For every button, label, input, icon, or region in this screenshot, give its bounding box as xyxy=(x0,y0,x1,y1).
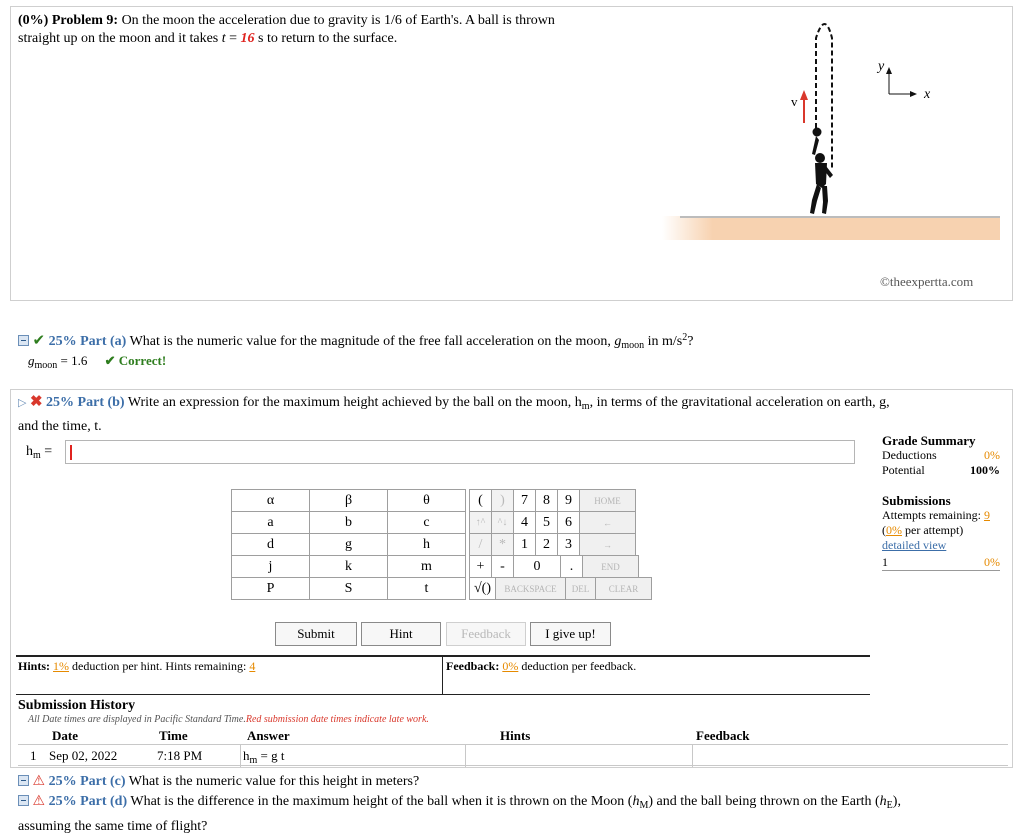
key-k[interactable]: k xyxy=(310,556,388,578)
grade-summary: Grade Summary Deductions 0% Potential 100% xyxy=(882,433,1000,477)
key-2[interactable]: 2 xyxy=(536,534,558,556)
key-d[interactable]: d xyxy=(232,534,310,556)
key-clear[interactable]: CLEAR xyxy=(596,578,652,600)
part-a-header: ✔ 25% Part (a) What is the numeric value for the magnitude of the free fall acceleration on the moon, $g_{moon}$ in $m/s^2$? xyxy=(18,331,1008,351)
detailed-view-link[interactable]: detailed view xyxy=(882,538,947,552)
key-b[interactable]: b xyxy=(310,512,388,534)
part-c-label: Part (c) xyxy=(80,774,126,789)
key-P[interactable]: P xyxy=(232,578,310,600)
variable-keypad xyxy=(231,489,466,600)
submissions-summary: Submissions Attempts remaining: 9 (0% per attempt) detailed view 1 0% xyxy=(882,493,1000,569)
part-b-percent: 25% xyxy=(46,395,75,410)
key-S[interactable]: S xyxy=(310,578,388,600)
problem-statement: (0%) Problem 9: On the moon the acceleration due to gravity is 1/6 of Earth's. A ball is thrown straight up on the moon and it takes t = 16 s to return to the surface. xyxy=(18,13,555,46)
submit-button[interactable]: Submit xyxy=(275,622,357,646)
copyright: ©theexpertta.com xyxy=(880,274,974,289)
part-a-label: Part (a) xyxy=(80,334,127,349)
key-plus[interactable]: + xyxy=(470,556,492,578)
key-del[interactable]: DEL xyxy=(566,578,596,600)
answer-input[interactable] xyxy=(65,440,855,464)
problem-figure xyxy=(660,8,1000,240)
key-theta[interactable]: θ xyxy=(388,490,466,512)
key-t[interactable]: t xyxy=(388,578,466,600)
key-1[interactable]: 1 xyxy=(514,534,536,556)
hints-remaining: 4 xyxy=(249,659,256,673)
key-sqrt[interactable]: √() xyxy=(470,578,496,600)
key-g[interactable]: g xyxy=(310,534,388,556)
part-c-header: ⚠ 25% Part (c) What is the numeric value for this height in meters? xyxy=(18,773,1008,790)
part-b-label: Part (b) xyxy=(77,395,125,410)
problem-label: Problem 9: xyxy=(51,13,119,28)
key-0[interactable]: 0 xyxy=(514,556,561,578)
attempts-remaining: 9 xyxy=(983,508,990,522)
key-6[interactable]: 6 xyxy=(558,512,580,534)
x-icon: ✖ xyxy=(29,394,43,410)
key-h[interactable]: h xyxy=(388,534,466,556)
part-b-header: ▷ ✖ 25% Part (b) Write an expression for the maximum height achieved by the ball on the moon, $h_m$, in terms of the gravitational acceleration on earth, g, and the time, t. xyxy=(18,394,890,434)
warning-icon: ⚠ xyxy=(32,794,46,809)
play-icon[interactable]: ▷ xyxy=(18,397,27,409)
label-v: v xyxy=(791,94,798,109)
label-x: x xyxy=(924,87,931,102)
key-7[interactable]: 7 xyxy=(514,490,536,512)
feedback-button[interactable]: Feedback xyxy=(446,622,526,646)
key-right-arrow[interactable]: → xyxy=(580,534,636,556)
key-end[interactable]: END xyxy=(583,556,639,578)
key-5[interactable]: 5 xyxy=(536,512,558,534)
hint-button[interactable]: Hint xyxy=(361,622,441,646)
key-m[interactable]: m xyxy=(388,556,466,578)
key-c[interactable]: c xyxy=(388,512,466,534)
key-alpha[interactable]: α xyxy=(232,490,310,512)
input-label: $h_m$ = xyxy=(26,444,53,461)
check-icon: ✔ xyxy=(32,333,46,349)
history-title: Submission History xyxy=(18,698,136,713)
key-a[interactable]: a xyxy=(232,512,310,534)
key-dot[interactable]: . xyxy=(561,556,583,578)
key-open-paren[interactable]: ( xyxy=(470,490,492,512)
key-home[interactable]: HOME xyxy=(580,490,636,512)
key-close-paren[interactable]: ) xyxy=(492,490,514,512)
warning-icon: ⚠ xyxy=(32,774,46,789)
number-keypad xyxy=(469,489,652,600)
part-d-percent: 25% xyxy=(48,794,77,809)
collapse-icon[interactable] xyxy=(18,335,29,346)
key-power-up[interactable]: ↑^ xyxy=(470,512,492,534)
part-d-label: Part (d) xyxy=(80,794,128,809)
history-answer: $h_m = g$ t xyxy=(243,748,285,766)
part-d-header: ⚠ 25% Part (d) What is the difference in the maximum height of the ball when it is thrown on the Moon $(h_M)$ and the ball being thrown on the Earth $(h_E)$, assuming the same time of flight? xyxy=(18,794,901,834)
collapse-icon[interactable] xyxy=(18,795,29,806)
key-9[interactable]: 9 xyxy=(558,490,580,512)
key-left-arrow[interactable]: ← xyxy=(580,512,636,534)
trajectory-path xyxy=(816,24,832,168)
collapse-icon[interactable] xyxy=(18,775,29,786)
key-j[interactable]: j xyxy=(232,556,310,578)
ground xyxy=(662,216,1000,240)
potential-value: 100% xyxy=(970,463,1000,477)
problem-text-1: On the moon the acceleration due to gravity is 1/6 of Earth's. A ball is thrown xyxy=(121,13,555,28)
history-row: 1 Sep 02, 2022 7:18 PM $h_m = g$ t xyxy=(18,744,1008,766)
history-header-row: Date Time Answer Hints Feedback xyxy=(52,728,750,743)
problem-percent: (0%) xyxy=(18,13,49,28)
key-backspace[interactable]: BACKSPACE xyxy=(496,578,566,600)
deductions-value: 0% xyxy=(984,448,1000,462)
person-silhouette xyxy=(810,136,833,214)
hints-info: Hints: 1% deduction per hint. Hints remaining: 4 xyxy=(18,659,256,673)
key-beta[interactable]: β xyxy=(310,490,388,512)
key-power-down[interactable]: ^↓ xyxy=(492,512,514,534)
key-multiply[interactable]: * xyxy=(492,534,514,556)
part-a-percent: 25% xyxy=(48,334,77,349)
key-3[interactable]: 3 xyxy=(558,534,580,556)
label-y: y xyxy=(878,59,885,74)
key-divide[interactable]: / xyxy=(470,534,492,556)
key-4[interactable]: 4 xyxy=(514,512,536,534)
feedback-info: Feedback: 0% deduction per feedback. xyxy=(446,659,637,673)
key-minus[interactable]: - xyxy=(492,556,514,578)
correct-status: ✔ Correct! xyxy=(104,353,167,368)
ball xyxy=(813,128,822,137)
history-note: All Date times are displayed in Pacific Standard Time.Red submission date times indicate late work. xyxy=(28,714,429,725)
key-8[interactable]: 8 xyxy=(536,490,558,512)
part-a-answer: $g_{moon} = 1.6$ ✔ Correct! xyxy=(28,353,167,371)
give-up-button[interactable]: I give up! xyxy=(530,622,611,646)
t-value: 16 xyxy=(240,31,255,46)
part-c-percent: 25% xyxy=(48,774,77,789)
